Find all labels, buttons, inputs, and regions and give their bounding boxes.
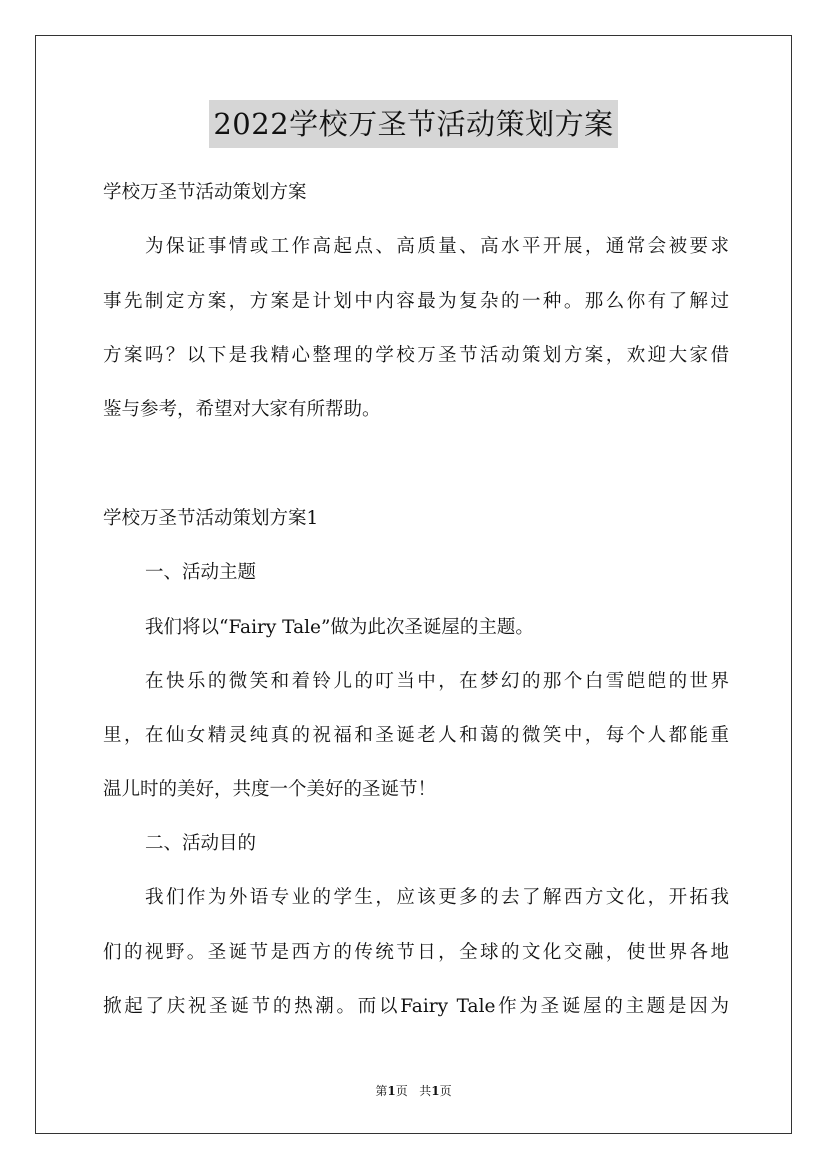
total-number: 1 bbox=[431, 1084, 440, 1098]
document-title: 2022学校万圣节活动策划方案 bbox=[209, 100, 617, 148]
paragraph-line: 里，在仙女精灵纯真的祝福和圣诞老人和蔼的微笑中，每个人都能重 bbox=[103, 725, 729, 746]
paragraph-line: 事先制定方案，方案是计划中内容最为复杂的一种。那么你有了解过 bbox=[103, 291, 729, 312]
subsection-heading: 一、活动主题 bbox=[145, 562, 257, 583]
paragraph-line: 为保证事情或工作高起点、高质量、高水平开展，通常会被要求 bbox=[145, 236, 729, 257]
paragraph-line: 我们将以“Fairy Tale”做为此次圣诞屋的主题。 bbox=[145, 617, 534, 638]
title-container bbox=[0, 100, 827, 148]
page-number: 1 bbox=[387, 1084, 396, 1098]
total-suffix: 页 bbox=[439, 1084, 452, 1098]
subtitle-line: 学校万圣节活动策划方案 bbox=[103, 182, 307, 203]
section-heading: 学校万圣节活动策划方案1 bbox=[103, 508, 319, 529]
paragraph-line: 温儿时的美好，共度一个美好的圣诞节！ bbox=[103, 779, 437, 800]
paragraph-line: 我们作为外语专业的学生，应该更多的去了解西方文化，开拓我 bbox=[145, 887, 729, 908]
paragraph-line: 鉴与参考，希望对大家有所帮助。 bbox=[103, 399, 381, 420]
subsection-heading: 二、活动目的 bbox=[145, 833, 257, 854]
total-prefix: 共 bbox=[419, 1084, 432, 1098]
page-suffix: 页 bbox=[395, 1084, 408, 1098]
paragraph-line: 在快乐的微笑和着铃儿的叮当中，在梦幻的那个白雪皑皑的世界 bbox=[145, 671, 729, 692]
paragraph-line: 方案吗？以下是我精心整理的学校万圣节活动策划方案，欢迎大家借 bbox=[103, 345, 729, 366]
page-prefix: 第 bbox=[375, 1084, 388, 1098]
paragraph-line: 掀起了庆祝圣诞节的热潮。而以Fairy Tale作为圣诞屋的主题是因为 bbox=[103, 996, 729, 1017]
paragraph-line: 们的视野。圣诞节是西方的传统节日，全球的文化交融，使世界各地 bbox=[103, 942, 729, 963]
page-footer bbox=[0, 1082, 827, 1100]
